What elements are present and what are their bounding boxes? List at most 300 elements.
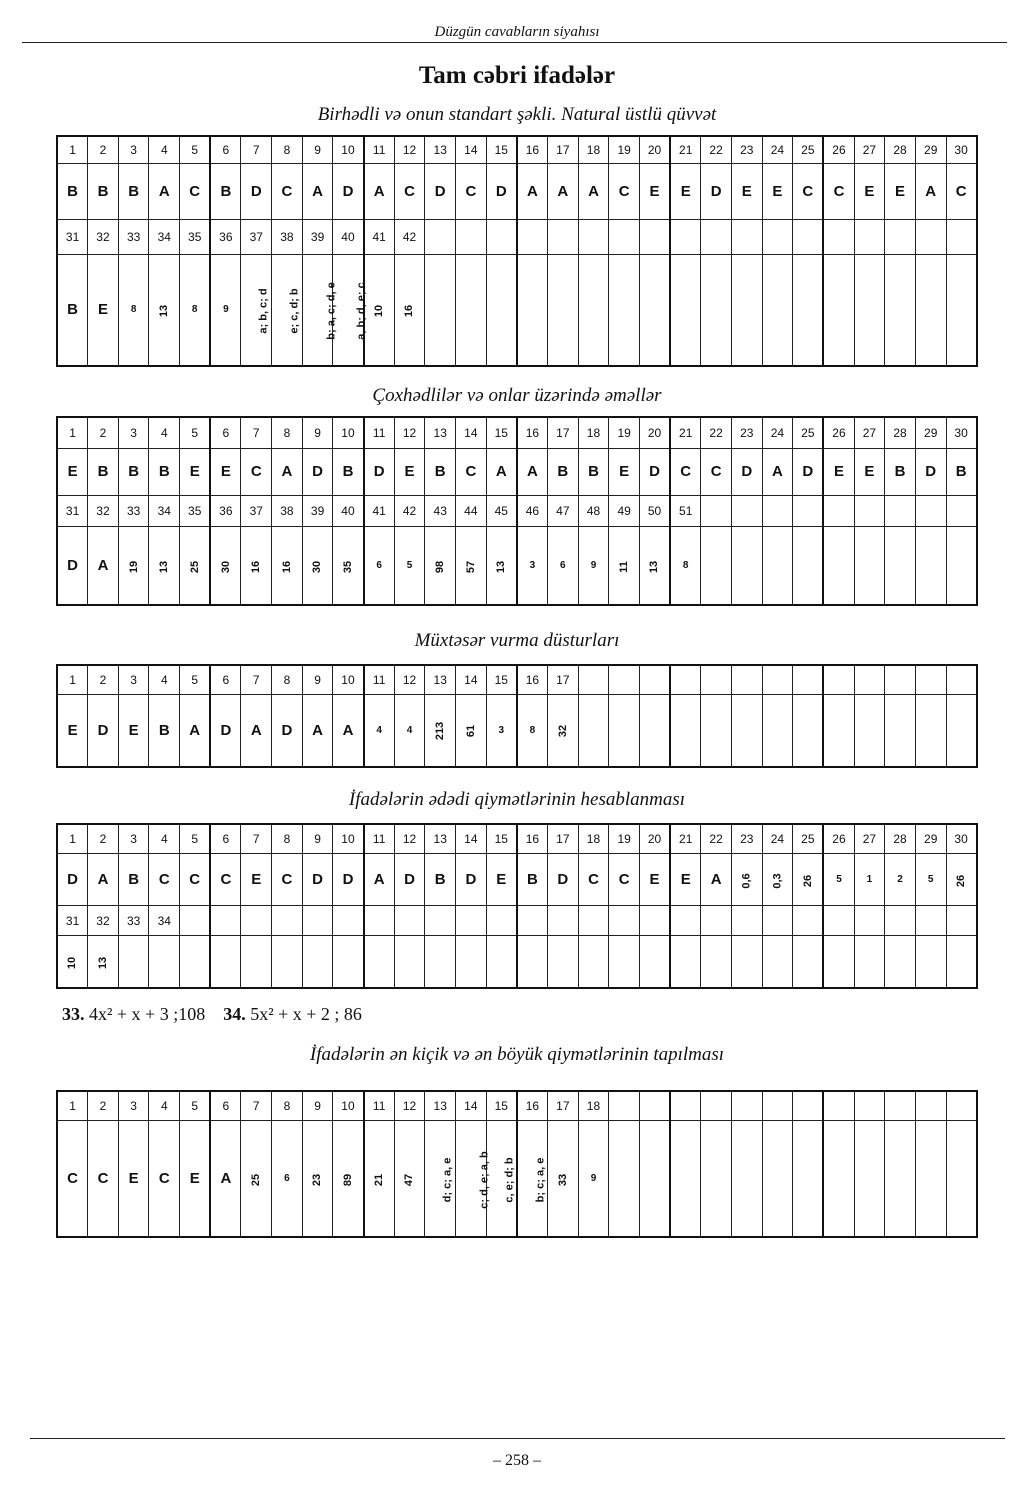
answer-cell: E bbox=[210, 449, 241, 496]
question-number-cell: 36 bbox=[210, 220, 241, 255]
answer-cell-text: 21 bbox=[373, 1173, 386, 1186]
question-number-cell bbox=[854, 906, 885, 936]
question-number-cell: 13 bbox=[425, 824, 456, 854]
question-number-cell: 43 bbox=[425, 495, 456, 527]
section-title: İfadələrin ədədi qiymətlərinin hesablanması bbox=[348, 789, 686, 810]
answer-cell: C bbox=[793, 164, 824, 220]
question-number-cell: 10 bbox=[333, 1091, 364, 1121]
question-number-cell: 2 bbox=[88, 136, 119, 164]
answer-cell bbox=[609, 694, 640, 767]
answer-cell: 6 bbox=[272, 1121, 303, 1237]
question-number-cell: 1 bbox=[57, 665, 88, 694]
answer-cell bbox=[731, 254, 762, 366]
answer-cell-text: 10 bbox=[66, 956, 79, 969]
question-number-cell: 9 bbox=[302, 417, 333, 449]
answer-cell bbox=[915, 694, 946, 767]
answer-cell: 8 bbox=[118, 254, 149, 366]
question-number-cell: 19 bbox=[609, 417, 640, 449]
question-number-cell: 48 bbox=[578, 495, 609, 527]
answer-cell-text: 61 bbox=[464, 725, 477, 738]
question-number-cell bbox=[670, 665, 701, 694]
answer-cell bbox=[364, 1121, 395, 1237]
answer-cell: C bbox=[456, 449, 487, 496]
question-number-cell: 32 bbox=[88, 495, 119, 527]
answer-cell: 6 bbox=[364, 527, 395, 605]
question-number-cell bbox=[548, 220, 579, 255]
running-head: Düzgün cavabların siyahısı bbox=[434, 24, 600, 40]
question-number-cell bbox=[578, 220, 609, 255]
answer-cell bbox=[210, 936, 241, 988]
answer-cell: D bbox=[915, 449, 946, 496]
question-number-cell: 6 bbox=[210, 1091, 241, 1121]
answer-cell-text: 19 bbox=[127, 560, 140, 573]
question-number-cell bbox=[885, 665, 916, 694]
answer-cell bbox=[823, 1121, 854, 1237]
question-number-cell: 4 bbox=[149, 1091, 180, 1121]
answer-cell: A bbox=[88, 854, 119, 906]
answer-cell: C bbox=[180, 164, 211, 220]
answer-cell: B bbox=[149, 694, 180, 767]
answer-cell bbox=[364, 254, 395, 366]
note-33-text: 4x² + x + 3 ;108 bbox=[89, 1004, 206, 1024]
answer-row bbox=[57, 164, 977, 220]
question-number-cell bbox=[425, 906, 456, 936]
question-number-cell bbox=[670, 1091, 701, 1121]
answer-cell: A bbox=[210, 1121, 241, 1237]
answer-cell bbox=[394, 936, 425, 988]
answer-cell: E bbox=[609, 449, 640, 496]
answer-cell bbox=[609, 1121, 640, 1237]
question-number-cell: 34 bbox=[149, 495, 180, 527]
answer-cell: D bbox=[272, 694, 303, 767]
question-number-cell: 30 bbox=[946, 824, 977, 854]
question-number-cell: 13 bbox=[425, 136, 456, 164]
answer-table bbox=[56, 664, 978, 768]
answer-row bbox=[57, 1121, 977, 1237]
answer-cell: E bbox=[670, 854, 701, 906]
answer-cell bbox=[731, 936, 762, 988]
answer-cell: C bbox=[394, 164, 425, 220]
footer-rule bbox=[30, 1438, 1005, 1439]
question-number-row bbox=[57, 136, 977, 164]
question-number-cell: 29 bbox=[915, 824, 946, 854]
question-number-cell: 17 bbox=[548, 824, 579, 854]
answer-cell: 5 bbox=[915, 854, 946, 906]
answer-cell: A bbox=[333, 694, 364, 767]
question-number-cell: 45 bbox=[486, 495, 517, 527]
question-number-cell: 23 bbox=[731, 417, 762, 449]
question-number-cell: 34 bbox=[149, 220, 180, 255]
answer-cell: A bbox=[302, 694, 333, 767]
question-number-cell: 14 bbox=[456, 1091, 487, 1121]
question-number-cell bbox=[639, 220, 670, 255]
answer-cell: 8 bbox=[670, 527, 701, 605]
question-number-cell: 7 bbox=[241, 417, 272, 449]
question-number-cell: 12 bbox=[394, 136, 425, 164]
answer-cell bbox=[823, 694, 854, 767]
answer-cell bbox=[854, 694, 885, 767]
answer-cell: B bbox=[425, 449, 456, 496]
answer-cell bbox=[793, 254, 824, 366]
answer-cell: C bbox=[578, 854, 609, 906]
answer-cell bbox=[425, 254, 456, 366]
answer-cell-text: 47 bbox=[403, 1173, 416, 1186]
answer-cell-text: 13 bbox=[96, 956, 109, 969]
question-number-cell bbox=[639, 1091, 670, 1121]
answer-cell: D bbox=[394, 854, 425, 906]
answer-cell bbox=[548, 254, 579, 366]
question-number-cell: 32 bbox=[88, 906, 119, 936]
question-number-cell bbox=[793, 906, 824, 936]
question-number-cell: 5 bbox=[180, 824, 211, 854]
answer-cell-text: a; b, c; d bbox=[258, 288, 271, 334]
question-number-cell: 21 bbox=[670, 136, 701, 164]
answer-cell: D bbox=[302, 449, 333, 496]
question-number-cell bbox=[823, 495, 854, 527]
answer-cell: E bbox=[486, 854, 517, 906]
question-number-cell: 7 bbox=[241, 824, 272, 854]
question-number-cell bbox=[578, 665, 609, 694]
question-number-cell: 11 bbox=[364, 136, 395, 164]
question-number-cell bbox=[946, 665, 977, 694]
answer-cell: D bbox=[302, 854, 333, 906]
answer-cell bbox=[302, 527, 333, 605]
question-number-cell bbox=[915, 1091, 946, 1121]
question-number-cell: 6 bbox=[210, 136, 241, 164]
answer-row bbox=[57, 449, 977, 496]
answer-cell bbox=[149, 254, 180, 366]
question-number-cell: 11 bbox=[364, 665, 395, 694]
answer-cell: C bbox=[272, 164, 303, 220]
question-number-cell: 12 bbox=[394, 417, 425, 449]
question-number-cell bbox=[823, 665, 854, 694]
answer-cell: A bbox=[302, 164, 333, 220]
question-number-row bbox=[57, 220, 977, 255]
answer-cell: E bbox=[639, 164, 670, 220]
answer-cell bbox=[548, 1121, 579, 1237]
answer-cell bbox=[823, 936, 854, 988]
answer-cell: B bbox=[548, 449, 579, 496]
answer-cell-text: 30 bbox=[311, 560, 324, 573]
answer-cell: 2 bbox=[885, 854, 916, 906]
answer-cell-text: 11 bbox=[618, 560, 631, 573]
answer-cell bbox=[762, 936, 793, 988]
answer-cell: B bbox=[885, 449, 916, 496]
question-number-cell: 42 bbox=[394, 220, 425, 255]
question-number-cell: 8 bbox=[272, 824, 303, 854]
answer-cell: C bbox=[456, 164, 487, 220]
question-number-cell: 31 bbox=[57, 495, 88, 527]
section-title: Çoxhədlilər və onlar üzərində əməllər bbox=[372, 385, 662, 406]
answer-cell-text: 0,3 bbox=[771, 873, 784, 889]
answer-cell-text: 10 bbox=[373, 304, 386, 318]
question-number-cell: 40 bbox=[333, 495, 364, 527]
answer-cell: C bbox=[272, 854, 303, 906]
answer-cell: B bbox=[57, 254, 88, 366]
answer-cell bbox=[793, 936, 824, 988]
answer-cell: A bbox=[364, 164, 395, 220]
answer-cell: E bbox=[88, 254, 119, 366]
answer-cell: E bbox=[731, 164, 762, 220]
answer-cell: D bbox=[57, 854, 88, 906]
answer-cell: D bbox=[57, 527, 88, 605]
answer-cell: A bbox=[180, 694, 211, 767]
question-number-cell bbox=[210, 906, 241, 936]
answer-cell: B bbox=[578, 449, 609, 496]
question-number-cell bbox=[885, 906, 916, 936]
question-number-cell: 24 bbox=[762, 824, 793, 854]
answer-cell bbox=[333, 1121, 364, 1237]
answer-cell bbox=[149, 936, 180, 988]
answer-cell-text: 32 bbox=[556, 725, 569, 738]
answer-cell bbox=[731, 527, 762, 605]
answer-cell bbox=[762, 1121, 793, 1237]
question-number-cell bbox=[701, 495, 732, 527]
question-number-cell: 3 bbox=[118, 1091, 149, 1121]
answer-cell: D bbox=[456, 854, 487, 906]
question-number-cell: 9 bbox=[302, 1091, 333, 1121]
question-number-cell: 5 bbox=[180, 665, 211, 694]
question-number-cell: 21 bbox=[670, 417, 701, 449]
question-number-row bbox=[57, 417, 977, 449]
question-number-cell: 15 bbox=[486, 665, 517, 694]
answer-cell: B bbox=[333, 449, 364, 496]
question-number-cell: 10 bbox=[333, 417, 364, 449]
section-title: Müxtəsər vurma düsturları bbox=[414, 630, 620, 651]
answer-cell: D bbox=[210, 694, 241, 767]
answer-cell-text: 13 bbox=[648, 560, 661, 573]
answer-cell bbox=[180, 936, 211, 988]
question-number-cell: 26 bbox=[823, 417, 854, 449]
question-number-cell: 38 bbox=[272, 495, 303, 527]
answer-cell bbox=[272, 254, 303, 366]
question-number-cell: 37 bbox=[241, 495, 272, 527]
answer-cell: A bbox=[486, 449, 517, 496]
answer-cell-text: 57 bbox=[464, 560, 477, 573]
answer-cell: 4 bbox=[364, 694, 395, 767]
question-number-cell: 27 bbox=[854, 417, 885, 449]
answer-cell bbox=[272, 527, 303, 605]
answer-cell bbox=[486, 1121, 517, 1237]
answer-cell: E bbox=[180, 1121, 211, 1237]
question-number-cell bbox=[854, 665, 885, 694]
question-number-cell: 35 bbox=[180, 495, 211, 527]
answer-cell: E bbox=[762, 164, 793, 220]
answer-cell-text: 33 bbox=[556, 1173, 569, 1186]
question-number-cell: 18 bbox=[578, 824, 609, 854]
answer-cell: A bbox=[915, 164, 946, 220]
question-number-cell: 35 bbox=[180, 220, 211, 255]
answer-cell-text: c, e; d; b bbox=[503, 1156, 516, 1203]
question-number-cell: 18 bbox=[578, 136, 609, 164]
answer-row bbox=[57, 694, 977, 767]
answer-cell: A bbox=[548, 164, 579, 220]
question-number-cell: 4 bbox=[149, 665, 180, 694]
answer-cell: B bbox=[57, 164, 88, 220]
question-number-cell: 17 bbox=[548, 417, 579, 449]
answer-cell bbox=[578, 936, 609, 988]
question-number-cell bbox=[915, 665, 946, 694]
answer-cell-text: 16 bbox=[280, 560, 293, 573]
question-number-cell: 8 bbox=[272, 1091, 303, 1121]
answer-cell bbox=[425, 694, 456, 767]
note-33-label: 33. bbox=[62, 1004, 85, 1024]
answer-cell: E bbox=[639, 854, 670, 906]
answer-cell: C bbox=[149, 1121, 180, 1237]
question-number-cell bbox=[517, 220, 548, 255]
question-number-cell: 28 bbox=[885, 417, 916, 449]
question-number-cell: 1 bbox=[57, 136, 88, 164]
answer-cell-text: 23 bbox=[311, 1173, 324, 1186]
answer-cell: C bbox=[701, 449, 732, 496]
question-number-cell: 25 bbox=[793, 136, 824, 164]
answer-table bbox=[56, 416, 978, 606]
answer-cell: C bbox=[946, 164, 977, 220]
answer-cell: C bbox=[57, 1121, 88, 1237]
answer-cell: B bbox=[88, 449, 119, 496]
question-number-cell: 14 bbox=[456, 136, 487, 164]
answer-cell: E bbox=[854, 449, 885, 496]
question-number-cell: 8 bbox=[272, 665, 303, 694]
question-number-cell: 34 bbox=[149, 906, 180, 936]
answer-cell bbox=[670, 254, 701, 366]
question-number-cell bbox=[548, 906, 579, 936]
question-number-cell: 9 bbox=[302, 824, 333, 854]
question-number-cell bbox=[762, 665, 793, 694]
answer-cell bbox=[946, 694, 977, 767]
question-number-cell bbox=[670, 906, 701, 936]
question-number-cell: 17 bbox=[548, 136, 579, 164]
question-number-cell: 14 bbox=[456, 417, 487, 449]
answer-cell-text: 25 bbox=[188, 560, 201, 573]
answer-cell-text: b; a, c; d, e bbox=[325, 282, 338, 340]
question-number-cell bbox=[823, 1091, 854, 1121]
answer-cell bbox=[915, 936, 946, 988]
question-number-cell bbox=[639, 906, 670, 936]
answer-cell bbox=[854, 1121, 885, 1237]
question-number-cell: 19 bbox=[609, 136, 640, 164]
question-number-cell bbox=[946, 495, 977, 527]
answer-cell bbox=[456, 936, 487, 988]
page-title: Tam cəbri ifadələr bbox=[418, 62, 616, 89]
question-number-cell bbox=[394, 906, 425, 936]
question-number-cell bbox=[731, 220, 762, 255]
answer-cell: B bbox=[210, 164, 241, 220]
answer-cell bbox=[885, 527, 916, 605]
question-number-cell bbox=[333, 906, 364, 936]
question-number-cell bbox=[670, 220, 701, 255]
question-number-cell: 6 bbox=[210, 824, 241, 854]
answer-cell bbox=[762, 694, 793, 767]
answer-cell: E bbox=[670, 164, 701, 220]
answer-cell bbox=[486, 527, 517, 605]
answer-cell: A bbox=[517, 164, 548, 220]
answer-cell: 5 bbox=[394, 527, 425, 605]
question-number-cell bbox=[793, 495, 824, 527]
question-number-cell: 28 bbox=[885, 136, 916, 164]
question-number-cell bbox=[762, 220, 793, 255]
answer-cell: 4 bbox=[394, 694, 425, 767]
answer-cell bbox=[670, 1121, 701, 1237]
question-number-cell bbox=[517, 906, 548, 936]
answer-cell-text: 0,6 bbox=[740, 873, 753, 889]
question-number-cell bbox=[302, 906, 333, 936]
answer-cell: E bbox=[823, 449, 854, 496]
answer-cell-text: b; c; a, e bbox=[534, 1157, 547, 1202]
question-number-cell: 6 bbox=[210, 665, 241, 694]
question-number-cell bbox=[915, 495, 946, 527]
question-number-cell: 18 bbox=[578, 417, 609, 449]
answer-cell-text: 213 bbox=[434, 722, 447, 741]
question-number-cell bbox=[854, 1091, 885, 1121]
answer-cell bbox=[701, 254, 732, 366]
answer-cell: A bbox=[762, 449, 793, 496]
answer-cell bbox=[854, 936, 885, 988]
answer-cell bbox=[302, 936, 333, 988]
answer-cell bbox=[793, 1121, 824, 1237]
answer-cell bbox=[425, 1121, 456, 1237]
question-number-cell bbox=[915, 906, 946, 936]
answer-cell-text: 13 bbox=[495, 560, 508, 573]
question-number-cell: 37 bbox=[241, 220, 272, 255]
answer-cell-text: 16 bbox=[250, 560, 263, 573]
answer-cell: C bbox=[88, 1121, 119, 1237]
question-number-cell bbox=[578, 906, 609, 936]
answer-table bbox=[56, 135, 978, 367]
question-number-cell: 8 bbox=[272, 417, 303, 449]
question-number-cell: 26 bbox=[823, 824, 854, 854]
answer-cell bbox=[394, 254, 425, 366]
answer-cell-text: d; c; a, e bbox=[441, 1157, 454, 1202]
section-title: İfadələrin ən kiçik və ən böyük qiymətlərinin tapılması bbox=[309, 1044, 725, 1065]
question-number-cell: 3 bbox=[118, 417, 149, 449]
question-number-cell: 22 bbox=[701, 136, 732, 164]
answer-cell: E bbox=[180, 449, 211, 496]
question-number-cell: 15 bbox=[486, 1091, 517, 1121]
answer-cell bbox=[609, 254, 640, 366]
question-number-cell: 27 bbox=[854, 136, 885, 164]
question-number-cell: 51 bbox=[670, 495, 701, 527]
answer-cell bbox=[915, 254, 946, 366]
answer-cell bbox=[302, 254, 338, 366]
answer-cell: E bbox=[57, 449, 88, 496]
question-number-cell bbox=[272, 906, 303, 936]
solution-notes bbox=[62, 1004, 362, 1025]
question-number-cell: 13 bbox=[425, 665, 456, 694]
answer-cell bbox=[180, 527, 211, 605]
question-number-cell: 16 bbox=[517, 1091, 548, 1121]
question-number-cell bbox=[793, 220, 824, 255]
question-number-cell: 2 bbox=[88, 665, 119, 694]
answer-cell bbox=[609, 527, 640, 605]
question-number-cell: 20 bbox=[639, 824, 670, 854]
question-number-cell: 3 bbox=[118, 824, 149, 854]
answer-cell bbox=[241, 527, 272, 605]
answer-row bbox=[57, 854, 977, 906]
question-number-cell bbox=[456, 906, 487, 936]
answer-cell-text: 26 bbox=[801, 874, 814, 887]
question-number-cell: 4 bbox=[149, 824, 180, 854]
question-number-cell bbox=[946, 1091, 977, 1121]
question-number-cell bbox=[701, 220, 732, 255]
question-number-cell: 30 bbox=[946, 417, 977, 449]
answer-cell bbox=[456, 1121, 491, 1237]
question-number-cell bbox=[885, 495, 916, 527]
answer-cell: B bbox=[118, 164, 149, 220]
answer-cell bbox=[333, 527, 364, 605]
question-number-cell bbox=[946, 906, 977, 936]
answer-cell bbox=[149, 527, 180, 605]
